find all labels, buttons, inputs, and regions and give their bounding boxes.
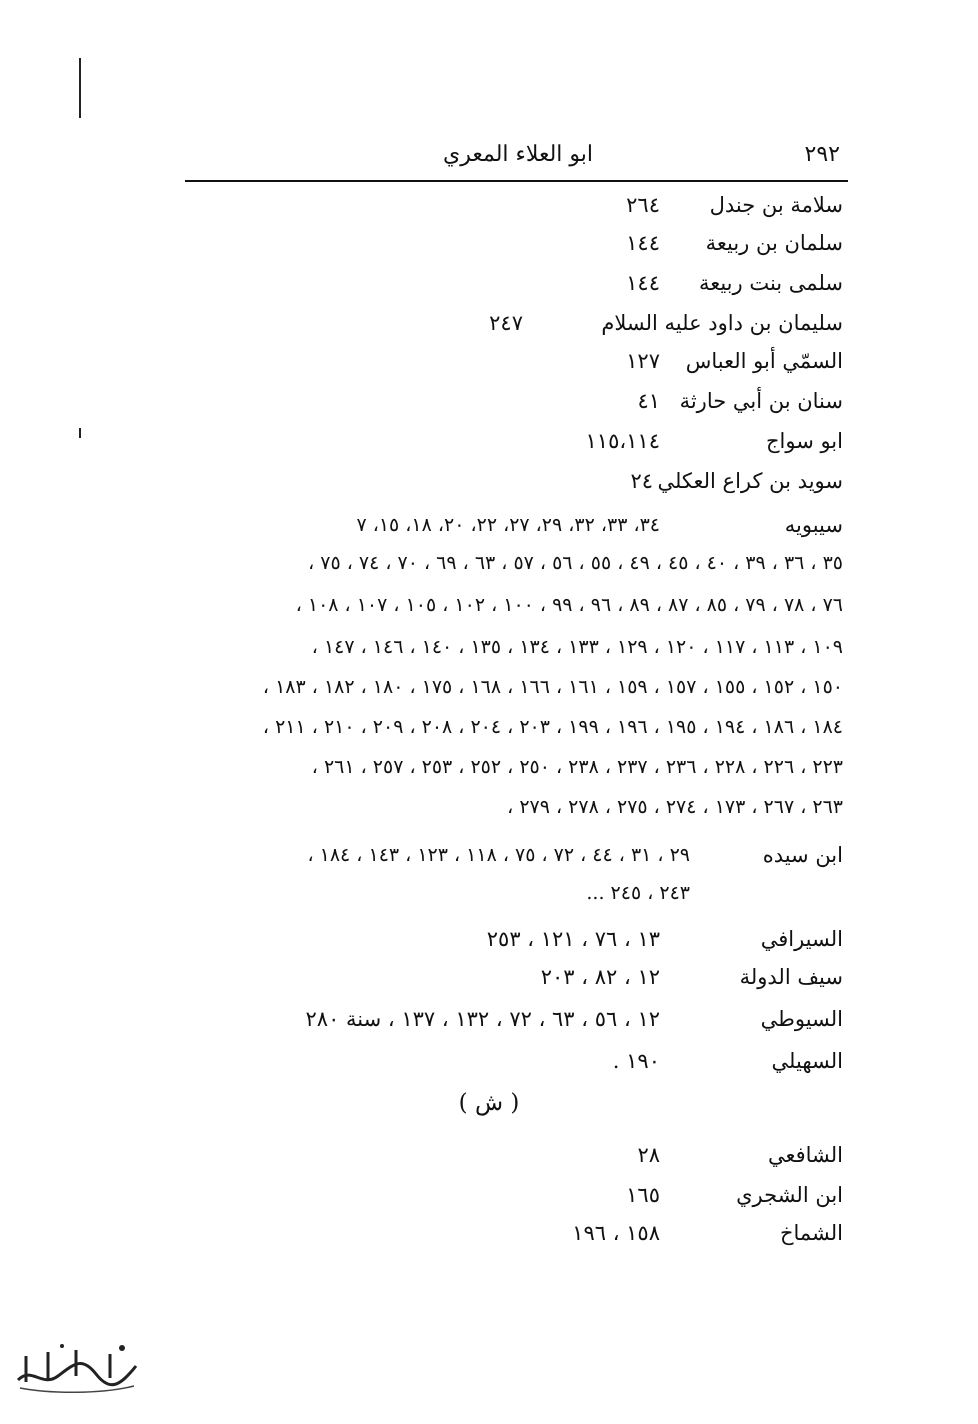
entry-refs: ٤١: [637, 389, 660, 413]
entry-name: السهيلي: [771, 1049, 843, 1073]
entry-refs: ١٤٤: [626, 231, 660, 255]
refs-continuation-line: ٢٢٣ ، ٢٢٦ ، ٢٢٨ ، ٢٣٦ ، ٢٣٧ ، ٢٣٨ ، ٢٥٠ ، ٢٥٢ ، ٢٥٣ ، ٢٥٧ ، ٢٦١ ،: [311, 756, 843, 778]
page-number: ٢٩٢: [804, 142, 840, 167]
refs-continuation-line: ١٥٠ ، ١٥٢ ، ١٥٥ ، ١٥٧ ، ١٥٩ ، ١٦١ ، ١٦٦ ، ١٦٨ ، ١٧٥ ، ١٨٠ ، ١٨٢ ، ١٨٣ ،: [262, 676, 843, 698]
section-heading: ( ش ): [458, 1090, 520, 1116]
entry-refs: ٢٦٤: [626, 193, 660, 217]
refs-continuation-line: ٢٦٣ ، ٢٦٧ ، ١٧٣ ، ٢٧٤ ، ٢٧٥ ، ٢٧٨ ، ٢٧٩ ،: [507, 796, 843, 818]
entry-name: سلمان بن ربيعة: [705, 231, 843, 255]
entry-name: السيوطي: [760, 1007, 843, 1031]
entry-refs: ١٢ ، ٨٢ ، ٢٠٣: [540, 965, 660, 989]
running-header: [185, 136, 848, 182]
entry-refs: ١٩٠ .: [612, 1049, 660, 1073]
entry-name: ابو سواج: [765, 429, 843, 453]
entry-name: سلمى بنت ربيعة: [698, 271, 843, 295]
entry-name: سليمان بن داود عليه السلام: [601, 311, 843, 335]
library-stamp-logo: [12, 1336, 142, 1396]
entry-name: سنان بن أبي حارثة: [679, 389, 843, 413]
entry-refs: ١٥٨ ، ١٩٦: [572, 1221, 660, 1245]
refs-continuation-line: ١٨٤ ، ١٨٦ ، ١٩٤ ، ١٩٥ ، ١٩٦ ، ١٩٩ ، ٢٠٣ ، ٢٠٤ ، ٢٠٨ ، ٢٠٩ ، ٢١٠ ، ٢١١ ،: [262, 716, 843, 738]
refs-continuation-line: ٣٥ ، ٣٦ ، ٣٩ ، ٤٠ ، ٤٥ ، ٤٩ ، ٥٥ ، ٥٦ ، ٥٧ ، ٦٣ ، ٦٩ ، ٧٠ ، ٧٤ ، ٧٥ ،: [308, 552, 843, 574]
entry-name: الشافعي: [767, 1143, 843, 1167]
header-rule: [185, 180, 848, 182]
refs-continuation-line: ٧٦ ، ٧٨ ، ٧٩ ، ٨٥ ، ٨٧ ، ٨٩ ، ٩٦ ، ٩٩ ، ١٠٠ ، ١٠٢ ، ١٠٥ ، ١٠٧ ، ١٠٨ ،: [295, 594, 843, 616]
refs-continuation-line: ٢٤٣ ، ٢٤٥ ...: [586, 882, 690, 904]
entry-refs: ٢٨: [637, 1143, 660, 1167]
entry-refs: ١١٥،١١٤: [585, 429, 660, 453]
scan-edge-line: [79, 428, 81, 438]
entry-name: ابن سيده: [762, 843, 843, 867]
entry-refs: ٢٤٧: [489, 311, 523, 335]
entry-refs: ٢٤: [630, 469, 653, 493]
scan-edge-line: [79, 58, 81, 118]
running-title: ابو العلاء المعري: [443, 142, 593, 167]
entry-name: سيف الدولة: [739, 965, 843, 989]
entry-refs: ١٦٥: [626, 1183, 660, 1207]
entry-name: سيبويه: [784, 513, 843, 537]
entry-refs: ١٢٧: [626, 349, 660, 373]
entry-name: الشماخ: [779, 1221, 843, 1245]
entry-name: السمّي أبو العباس: [685, 349, 843, 373]
entry-refs: ١٣ ، ٧٦ ، ١٢١ ، ٢٥٣: [486, 927, 660, 951]
entry-refs: ٣٤، ٣٣، ٣٢، ٢٩، ٢٧، ٢٢، ٢٠، ١٨، ١٥، ٧: [356, 514, 660, 536]
entry-name: ابن الشجري: [736, 1183, 843, 1207]
entry-refs: ٢٩ ، ٣١ ، ٤٤ ، ٧٢ ، ٧٥ ، ١١٨ ، ١٢٣ ، ١٤٣ ، ١٨٤ ،: [307, 844, 690, 866]
entry-name: سلامة بن جندل: [709, 193, 843, 217]
refs-continuation-line: ١٠٩ ، ١١٣ ، ١١٧ ، ١٢٠ ، ١٢٩ ، ١٣٣ ، ١٣٤ ، ١٣٥ ، ١٤٠ ، ١٤٦ ، ١٤٧ ،: [311, 636, 843, 658]
entry-refs: ١٤٤: [626, 271, 660, 295]
entry-name: السيرافي: [760, 927, 843, 951]
entry-name: سويد بن كراع العكلي: [657, 469, 843, 493]
entry-refs: ١٢ ، ٥٦ ، ٦٣ ، ٧٢ ، ١٣٢ ، ١٣٧ ، سنة ٢٨٠: [305, 1007, 660, 1031]
